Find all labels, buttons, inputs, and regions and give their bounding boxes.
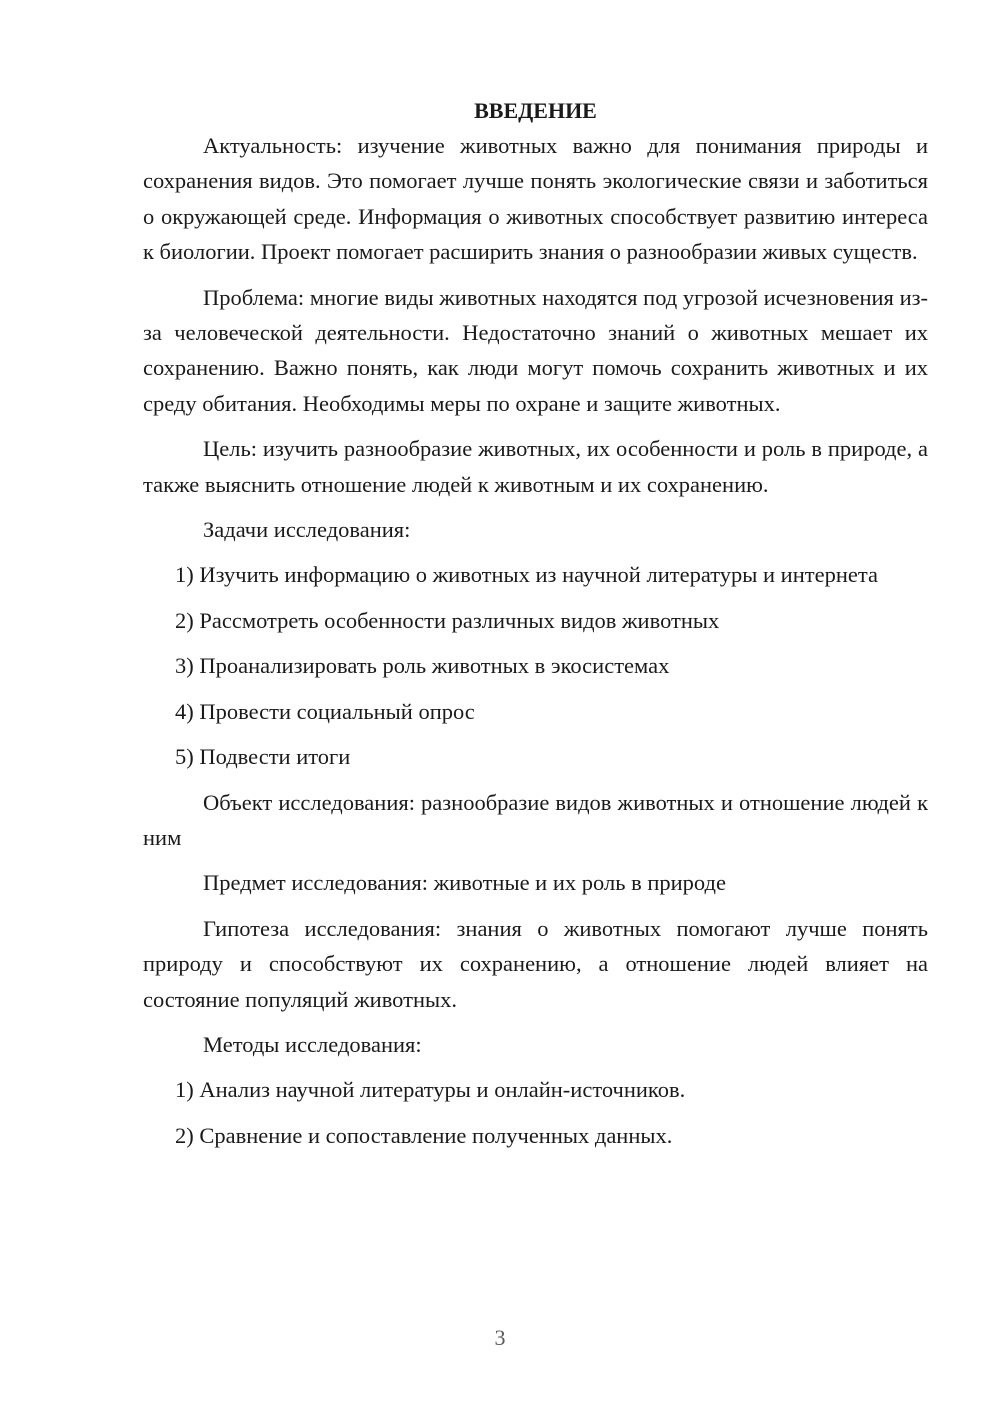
list-item-method-2: 2) Сравнение и сопоставление полученных данных. — [175, 1122, 673, 1148]
paragraph-object: Объект исследования: разнообразие видов животных и отношение людей к ним — [143, 789, 928, 850]
document-page — [143, 93, 928, 1153]
paragraph-relevance: Актуальность: изучение животных важно для понимания природы и сохранения видов. Это помогает лучше понять экологические связи и заботиться о окружающей среде. Информация о животных способствует развитию интереса к биологии. Проект помогает расширить знания о разнообразии живых существ. — [143, 133, 928, 265]
paragraph-tasks-title: Задачи исследования: — [203, 517, 411, 543]
paragraph-problem: Проблема: многие виды животных находятся под угрозой исчезновения из-за человеческой деятельности. Недостаточно знаний о животных мешает их сохранению. Важно понять, как люди могут помочь сохранить животных и их среду обитания. Необходимы меры по охране и защите животных. — [143, 284, 928, 416]
list-item-method-1: 1) Анализ научной литературы и онлайн-источников. — [175, 1077, 686, 1103]
list-item-task-4: 4) Провести социальный опрос — [175, 698, 475, 724]
paragraph-subject: Предмет исследования: животные и их роль в природе — [203, 870, 726, 896]
paragraph-goal: Цель: изучить разнообразие животных, их особенности и роль в природе, а также выяснить отношение людей к животным и их сохранению. — [143, 436, 928, 497]
section-heading: ВВЕДЕНИЕ — [474, 98, 597, 123]
page-number: 3 — [494, 1325, 506, 1350]
list-item-task-5: 5) Подвести итоги — [175, 744, 351, 770]
list-item-task-2: 2) Рассмотреть особенности различных видов животных — [175, 607, 720, 633]
list-item-task-3: 3) Проанализировать роль животных в экосистемах — [175, 653, 670, 679]
paragraph-methods-title: Методы исследования: — [203, 1031, 422, 1057]
list-item-task-1: 1) Изучить информацию о животных из научной литературы и интернета — [175, 562, 878, 588]
paragraph-hypothesis: Гипотеза исследования: знания о животных помогают лучше понять природу и способствуют их сохранению, а отношение людей влияет на состояние популяций животных. — [143, 915, 928, 1012]
